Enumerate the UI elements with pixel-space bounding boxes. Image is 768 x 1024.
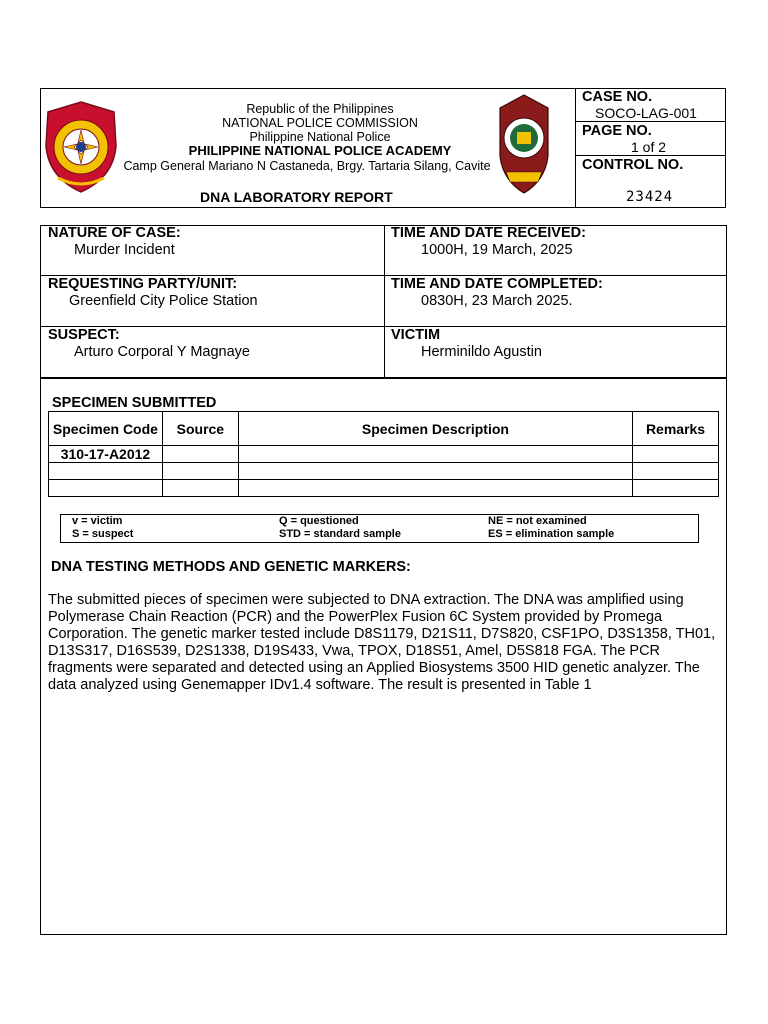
requesting-party-label: REQUESTING PARTY/UNIT: [48,276,238,292]
header-address: Camp General Mariano N Castaneda, Brgy. Tartaria Silang, Cavite [123,159,491,173]
info-divider-v [384,225,385,378]
control-no-value: 23424 [626,189,674,205]
table-row [49,463,719,480]
nature-of-case-label: NATURE OF CASE: [48,225,181,241]
specimen-table [48,411,719,497]
victim-value: Herminildo Agustin [421,344,542,360]
page-no-value: 1 of 2 [631,139,667,155]
header-pnp: Philippine National Police [249,130,391,144]
report-title: DNA LABORATORY REPORT [200,189,393,205]
specimen-code-cell [49,463,163,480]
nature-of-case-value: Murder Incident [74,242,175,258]
header-academy: PHILIPPINE NATIONAL POLICE ACADEMY [188,143,452,158]
pnp-seal-icon [44,100,118,194]
case-no-label: CASE NO. [582,89,653,105]
legend-questioned: Q = questioned [279,515,359,527]
suspect-label: SUSPECT: [48,327,120,343]
description-cell [238,446,632,463]
remarks-cell [633,480,719,497]
header-republic: Republic of the Philippines [246,102,394,116]
time-completed-value: 0830H, 23 March 2025. [421,293,573,309]
case-no-value: SOCO-LAG-001 [595,105,697,121]
legend-elimination: ES = elimination sample [488,528,615,540]
specimen-code-cell [49,480,163,497]
methods-paragraph: The submitted pieces of specimen were subjected to DNA extraction. The DNA was amplified using Polymerase Chain Reaction (PCR) and the PowerPlex Fusion 6C System provided by Promega Corporation. The genetic marker tested include D8S1179, D21S11, D7S820, CSF1PO, D3S1358, TH01, D13S317, D16S539, D2S1338, D19S433, Vwa, TPOX, D18S51, Amel, D5S818 FGA. The PCR fragments were separated and detected using an Applied Biosystems 3500 HID genetic analyzer. The data analyzed using Genemapper IDv1.4 software. The result is presented in Table 1 [48,592,716,693]
suspect-value: Arturo Corporal Y Magnaye [74,344,250,360]
header-napolcom: NATIONAL POLICE COMMISSION [222,116,418,130]
specimen-code-cell: 310-17-A2012 [49,446,163,463]
remarks-cell [633,463,719,480]
table-row [49,446,719,463]
time-received-value: 1000H, 19 March, 2025 [421,242,573,258]
source-header: Source [162,412,238,446]
victim-label: VICTIM [391,327,441,343]
info-divider-h2 [40,326,727,327]
case-divider-1 [575,121,726,122]
legend-victim: v = victim [72,515,123,527]
header-divider [575,88,576,208]
source-cell [162,463,238,480]
legend-not-examined: NE = not examined [488,515,587,527]
page-no-label: PAGE NO. [582,123,652,139]
specimen-code-header: Specimen Code [49,412,163,446]
control-no-label: CONTROL NO. [582,157,684,173]
remarks-header: Remarks [633,412,719,446]
methods-title: DNA TESTING METHODS AND GENETIC MARKERS: [51,559,411,575]
specimen-description-header: Specimen Description [238,412,632,446]
description-cell [238,463,632,480]
legend-standard: STD = standard sample [279,528,401,540]
specimen-section-title: SPECIMEN SUBMITTED [52,395,217,411]
time-completed-label: TIME AND DATE COMPLETED: [391,276,603,292]
time-received-label: TIME AND DATE RECEIVED: [391,225,586,241]
case-divider-2 [575,155,726,156]
source-cell [162,446,238,463]
description-cell [238,480,632,497]
source-cell [162,480,238,497]
specimen-header-row [49,412,719,446]
table-row [49,480,719,497]
remarks-cell [633,446,719,463]
legend-suspect: S = suspect [72,528,134,540]
requesting-party-value: Greenfield City Police Station [69,293,258,309]
